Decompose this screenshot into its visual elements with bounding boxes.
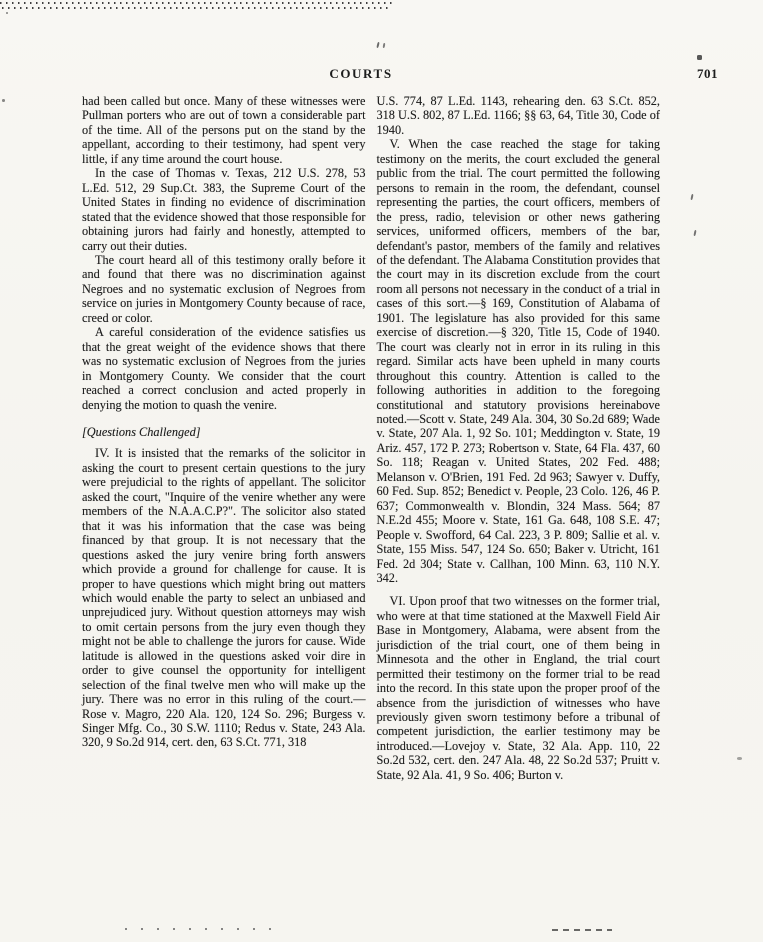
scan-speck xyxy=(383,43,386,48)
right-column xyxy=(377,94,661,782)
paragraph: V. When the case reached the stage for taking testimony on the merits, the court excluded the general public from the trial. The court permitted the following persons to remain in the room, the defendant, counsel representing the parties, the court officers, members of the press, radio, television or other news gathering services, uniformed officers, members of the bar, defendant's pastor, members of the family and relatives of the defendant. The Alabama Constitution provides that the court may in its discretion exclude from the court room all persons not necessary in the conduct of a trial in cases of this sort.—§ 169, Constitution of Alabama of 1901. The legislature has also provided for this same exercise of discretion.—§ 320, Title 15, Code of 1940. The court was clearly not in error in its ruling in this regard. Similar acts have been upheld in many courts throughout this country. Attention is called to the following authorities in addition to the foregoing constitutional and statutory provisions hereinabove noted.—Scott v. State, 249 Ala. 304, 30 So.2d 689; Wade v. State, 207 Ala. 1, 92 So. 101; Meddington v. State, 19 Ariz. 457, 172 P. 273; Robertson v. State, 64 Fla. 437, 60 So. 118; Reagan v. United States, 202 Fed. 488; Melanson v. O'Brien, 191 Fed. 2d 963; Sawyer v. Duffy, 60 Fed. Sup. 852; Benedict v. People, 23 Colo. 126, 46 P. 637; Commonwealth v. Blondin, 324 Mass. 564; 87 N.E.2d 455; Moore v. State, 161 Ga. 648, 108 S.E. 47; People v. Swofford, 64 Cal. 223, 3 P. 809; Sallie et al. v. State, 155 Miss. 547, 124 So. 650; Baker v. Utricht, 161 Fed. 2d 304; State v. Callhan, 100 Minn. 63, 110 N.Y. 342. xyxy=(376,137,660,585)
paragraph: In the case of Thomas v. Texas, 212 U.S. 278, 53 L.Ed. 512, 29 Sup.Ct. 383, the Supreme Court of the United States in finding no evidence of discrimination stated that the evidence showed that those responsible for obtaining jurors had fairly and honestly, attempted to carry out their duties. xyxy=(82,166,366,253)
scan-speck xyxy=(6,12,8,14)
scan-speck xyxy=(693,230,696,236)
paragraph: A careful consideration of the evidence satisfies us that the great weight of the evidence shows that there was no systematic exclusion of Negroes from the juries in Montgomery County. We consider that the court reached a correct conclusion and acted properly in denying the motion to quash the venire. xyxy=(82,325,366,412)
scan-speck xyxy=(376,42,379,48)
scan-speck xyxy=(2,99,5,102)
running-head-title: COURTS xyxy=(329,66,393,81)
paragraph: The court heard all of this testimony orally before it and found that there was no discrimination against Negroes and no systematic exclusion of Negroes from service on juries in Montgomery County because of race, creed or color. xyxy=(82,252,366,325)
scan-bottom-dash xyxy=(552,929,612,931)
scan-bottom-marks xyxy=(125,928,275,930)
text-columns xyxy=(82,94,660,782)
scan-speck xyxy=(697,55,702,60)
paragraph: U.S. 774, 87 L.Ed. 1143, rehearing den. 63 S.Ct. 852, 318 U.S. 802, 87 L.Ed. 1166; §§ 63, 64, Title 30, Code of 1940. xyxy=(376,94,660,137)
scan-speck xyxy=(690,194,693,200)
paragraph: IV. It is insisted that the remarks of the solicitor in asking the court to present certain questions to the jury were prejudicial to the rights of appellant. The solicitor asked the court, "Inquire of the venire whether any were members of the N.A.A.C.P?". The solicitor also stated that it was his information that the case was being financed by that group. It is not necessary that the questions asked the jury venire bring forth answers which provide a ground for challenge for cause. It is proper to have questions which might bring out matters which would enable the party to select an unbiased and unprejudiced jury. Without question attorneys may wish to omit certain persons from the jury even though they might not be able to challenge the jurors for cause. Wide latitude is allowed in the questions asked voir dire in order to give counsel the opportunity for intelligent selection of the final twelve men who will make up the jury. There was no error in this ruling of the court.—Rose v. Magro, 220 Ala. 120, 124 So. 296; Burgess v. Singer Mfg. Co., 30 S.W. 1110; Redus v. State, 243 Ala. 320, 9 So.2d 914, cert. den, 63 S.Ct. 771, 318 xyxy=(82,446,366,750)
paragraph: had been called but once. Many of these witnesses were Pullman porters who are out of town a considerable part of the time. All of the persons put on the stand by the appellant, according to their testimony, had spent very little, if any time around the court house. xyxy=(82,94,366,166)
scan-dotted-line xyxy=(0,2,392,9)
paragraph: VI. Upon proof that two witnesses on the former trial, who were at that time stationed at the Maxwell Field Air Base in Montgomery, Alabama, were absent from the jurisdiction of the trial court, one of them being in Minnesota and the other in England, the trial court permitted their testimony on the former trial to be read into the record. In this state upon the proper proof of the absence from the jurisdiction of witnesses who have previously given sworn testimony before a tribunal of competent jurisdiction, the earlier testimony may be introduced.—Lovejoy v. State, 32 Ala. App. 110, 22 So.2d 532, cert. den. 247 Ala. 48, 22 So.2d 537; Pruitt v. State, 92 Ala. 41, 9 So. 406; Burton v. xyxy=(376,594,660,782)
scan-speck xyxy=(737,757,742,760)
page-header xyxy=(0,66,763,82)
section-heading: [Questions Challenged] xyxy=(82,424,201,439)
page-number: 701 xyxy=(697,66,718,81)
left-column xyxy=(82,94,366,782)
